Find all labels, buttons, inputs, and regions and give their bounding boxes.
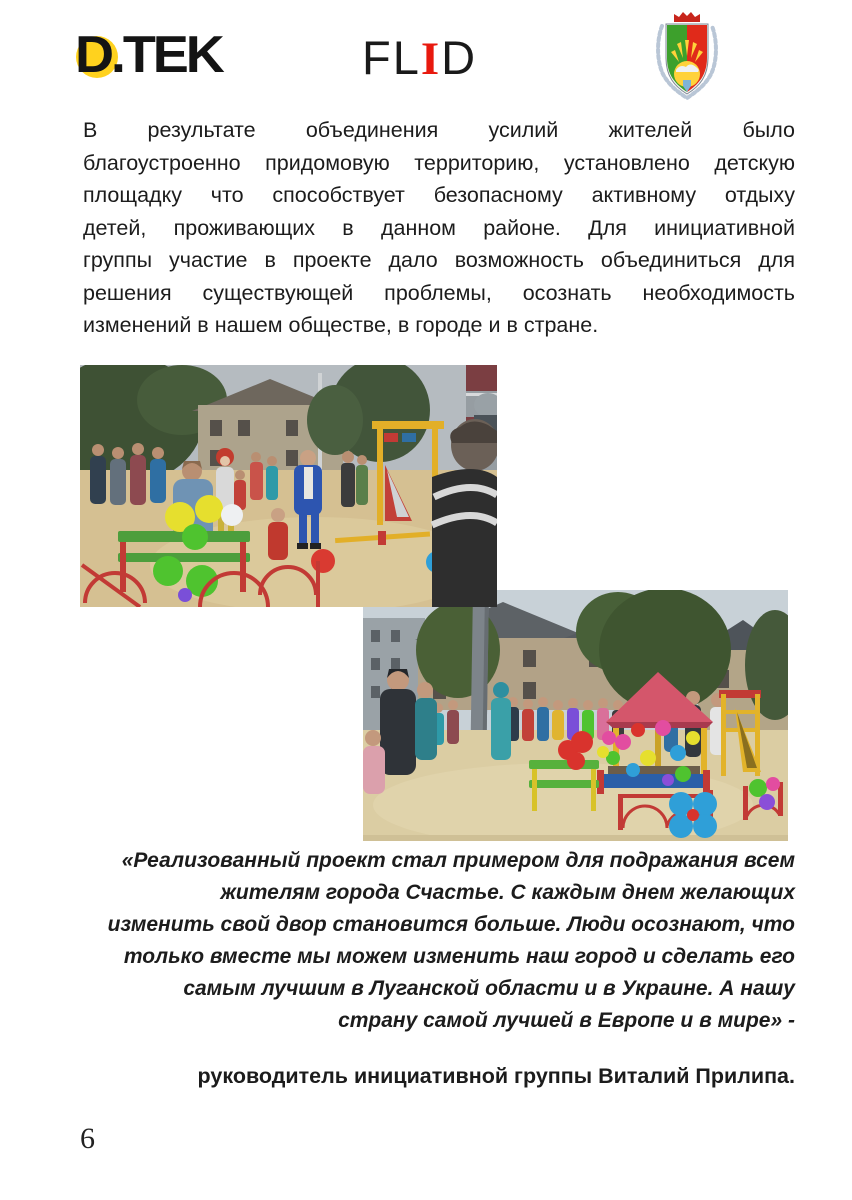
flid-logo bbox=[362, 30, 477, 86]
playground-opening-ceremony-photo bbox=[80, 365, 497, 607]
quote-line: страну самой лучшей в Европе и в мире» - bbox=[338, 1009, 795, 1032]
flid-logo-d: D bbox=[441, 31, 478, 84]
paragraph-line: решения существующей проблемы, осознать необходимость bbox=[83, 280, 795, 305]
flid-logo-fl: FL bbox=[362, 31, 421, 84]
quote-line: самым лучшим в Луганской области и в Украине. А нашу bbox=[183, 977, 795, 1000]
quote-line: только вместе мы можем изменить наш город и сделать его bbox=[123, 945, 795, 968]
paragraph-line: благоустроенно придомовую территорию, установлено детскую bbox=[83, 150, 795, 175]
main-paragraph bbox=[83, 114, 795, 342]
paragraph-line: группы участие в проекте дало возможность объединиться для bbox=[83, 248, 795, 272]
quote-line: изменить свой двор становится больше. Люди осознают, что bbox=[107, 913, 795, 936]
quote-line: «Реализованный проект стал примером для подражания всем bbox=[121, 849, 795, 872]
paragraph-line: В результате объединения усилий жителей было bbox=[83, 118, 795, 142]
paragraph-line: изменений в нашем обществе, в городе и в стране. bbox=[83, 313, 599, 337]
quote-line: жителям города Счастье. С каждым днем желающих bbox=[220, 881, 795, 904]
coat-of-arms-graphic bbox=[652, 12, 722, 100]
dtek-logo-text: D.TEK bbox=[75, 26, 222, 84]
flid-logo-i: I bbox=[420, 33, 442, 85]
city-coat-of-arms-icon bbox=[652, 12, 722, 100]
paragraph-line: площадку что способствует безопасному активному отдыху bbox=[83, 183, 795, 207]
dtek-logo bbox=[75, 20, 235, 90]
new-playground-with-balloons-photo bbox=[363, 590, 788, 841]
paragraph-line: детей, проживающих в данном районе. Для инициативной bbox=[83, 215, 795, 240]
pull-quote bbox=[83, 845, 795, 1037]
quote-attribution: руководитель инициативной группы Виталий Прилипа. bbox=[197, 1064, 795, 1088]
page-number: 6 bbox=[80, 1122, 95, 1155]
